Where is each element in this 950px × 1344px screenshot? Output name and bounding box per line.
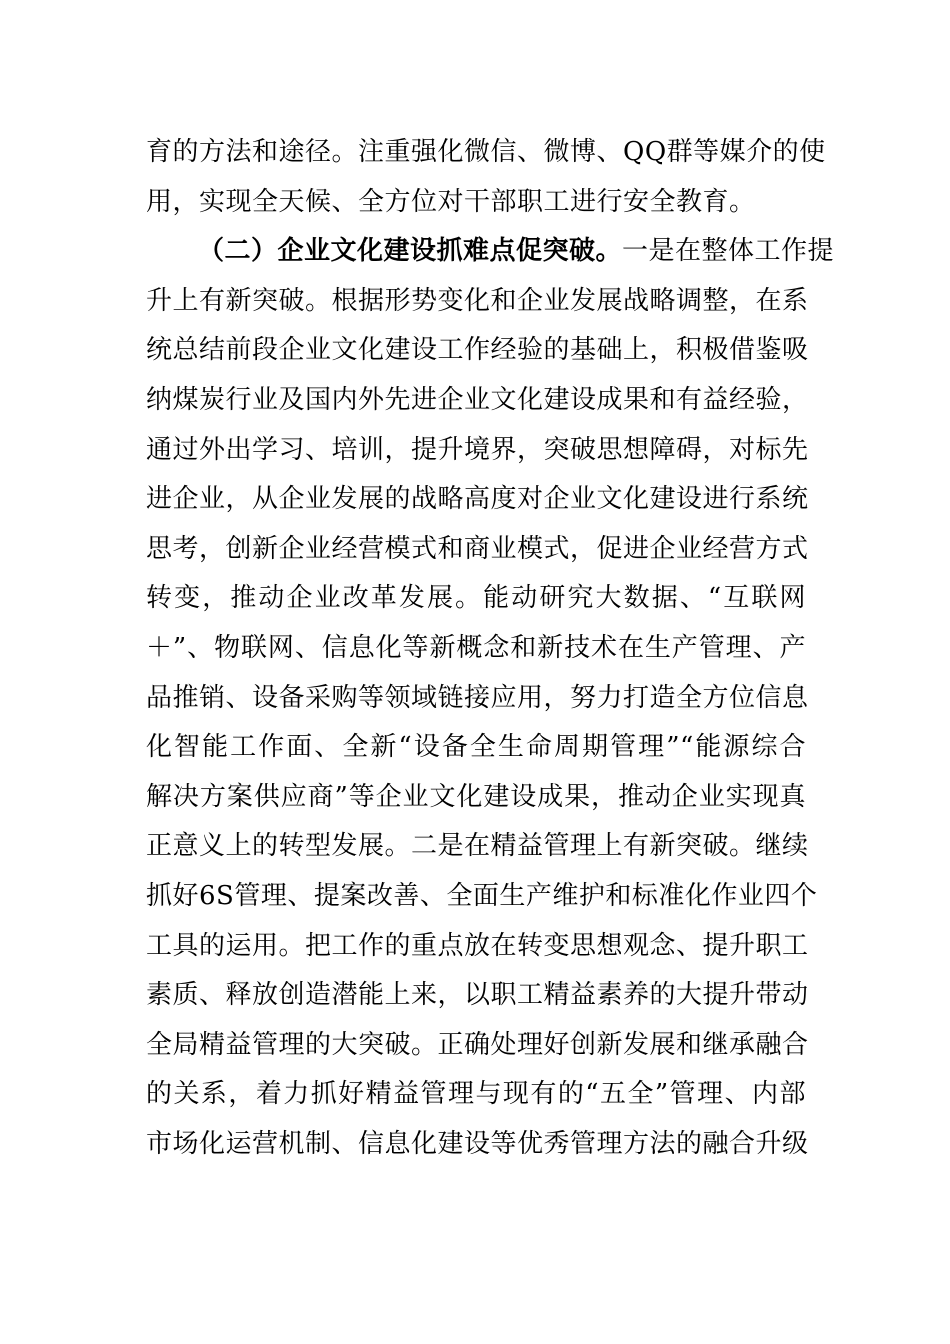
text-line: 的关系，着力抓好精益管理与现有的“五全”管理、内部 (146, 1079, 806, 1110)
text-line: 纳煤炭行业及国内外先进企业文化建设成果和有益经验， (146, 384, 809, 415)
text-line: 用，实现全天候、全方位对干部职工进行安全教育。 (146, 186, 756, 217)
text-line: 工具的运用。把工作的重点放在转变思想观念、提升职工 (146, 930, 809, 961)
section-heading-line (146, 227, 835, 277)
text-line: 思考，创新企业经营模式和商业模式，促进企业经营方式 (146, 533, 809, 564)
text-line: ＋”、物联网、信息化等新概念和新技术在生产管理、产 (146, 632, 806, 663)
text-line: 全局精益管理的大突破。正确处理好创新发展和继承融合 (146, 1029, 809, 1060)
text-line: 通过外出学习、培训，提升境界，突破思想障碍，对标先 (146, 434, 809, 465)
text-line: 进企业，从企业发展的战略高度对企业文化建设进行系统 (146, 484, 809, 515)
text-line: 品推销、设备采购等领域链接应用，努力打造全方位信息 (146, 682, 809, 713)
text-line: 市场化运营机制、信息化建设等优秀管理方法的融合升级 (146, 1128, 809, 1159)
text-line: 升上有新突破。根据形势变化和企业发展战略调整，在系 (146, 285, 809, 316)
body-text (146, 128, 835, 1169)
text-line: 统总结前段企业文化建设工作经验的基础上，积极借鉴吸 (146, 335, 809, 366)
text-line: 转变，推动企业改革发展。能动研究大数据、“互联网 (146, 583, 806, 614)
text-line: 育的方法和途径。注重强化微信、微博、QQ群等媒介的使 (146, 137, 826, 167)
section-heading-continuation: 一是在整体工作提 (622, 236, 835, 267)
text-line: 素质、释放创造潜能上来，以职工精益素养的大提升带动 (146, 980, 809, 1011)
text-line: 抓好6S管理、提案改善、全面生产维护和标准化作业四个 (146, 880, 818, 911)
text-line: 正意义上的转型发展。二是在精益管理上有新突破。继续 (146, 831, 809, 862)
text-line: 化智能工作面、全新“设备全生命周期管理”“能源综合 (146, 732, 806, 763)
section-heading: （二）企业文化建设抓难点促突破。 (198, 236, 623, 267)
text-line: 解决方案供应商”等企业文化建设成果，推动企业实现真 (146, 781, 806, 812)
